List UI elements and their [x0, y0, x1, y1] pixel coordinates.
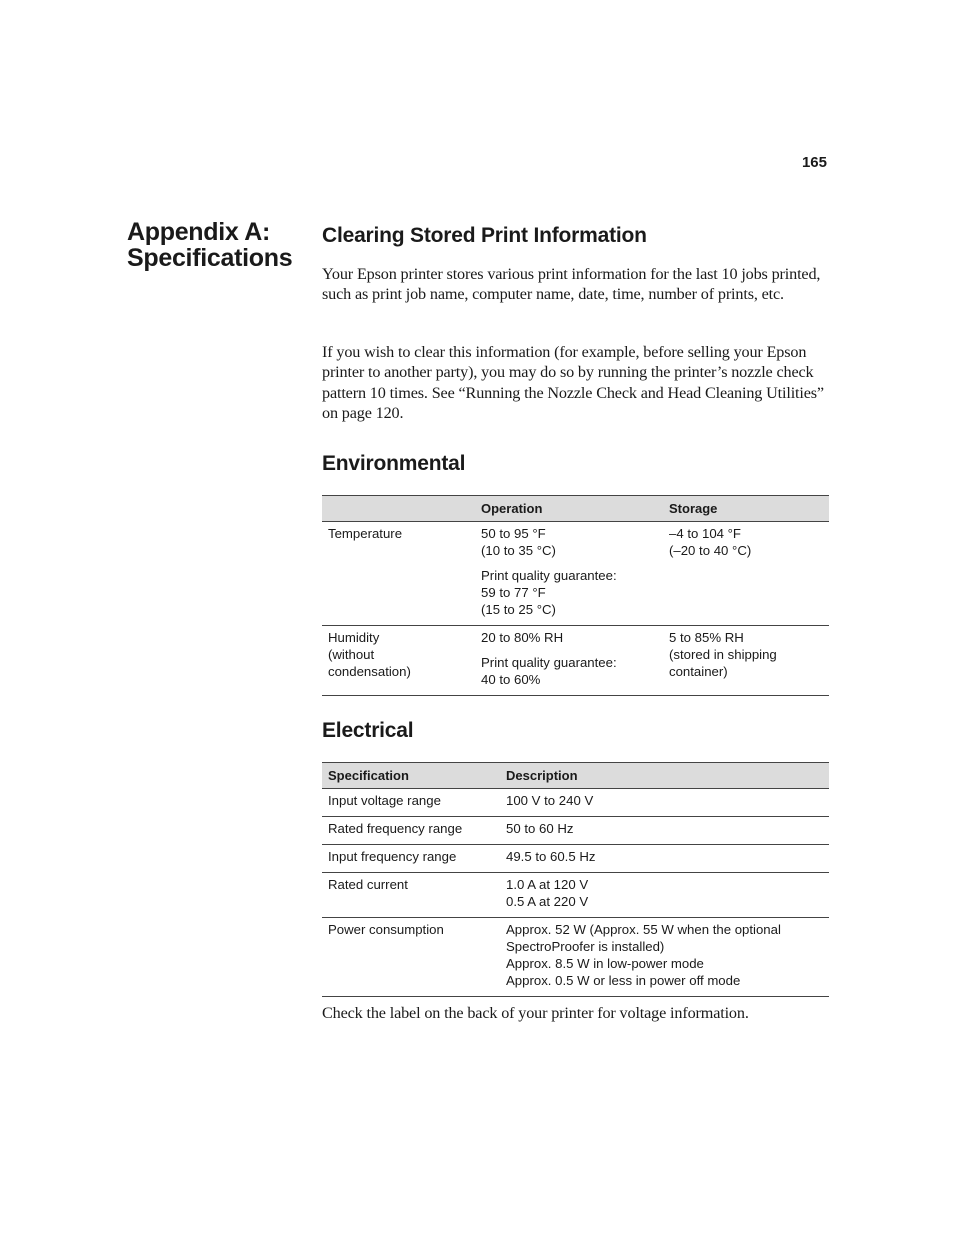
elec-row — [322, 817, 829, 845]
env-row-humidity — [322, 626, 829, 696]
elec-desc-cell — [500, 789, 829, 817]
env-row-label — [322, 626, 475, 696]
env-storage-line: (–20 to 40 °C) — [669, 543, 752, 558]
electrical-table — [322, 762, 829, 997]
elec-row — [322, 918, 829, 997]
clearing-paragraph-1: Your Epson printer stores various print information for the last 10 jobs printed, such as print job name, computer name, date, time, number of prints, etc. — [322, 265, 821, 304]
env-row-operation — [475, 522, 663, 626]
environmental-table — [322, 495, 829, 696]
elec-header-description: Description — [500, 763, 829, 789]
elec-desc-cell — [500, 918, 829, 997]
env-storage-line: 5 to 85% RH — [669, 630, 744, 645]
elec-row — [322, 845, 829, 873]
chapter-title-line-1: Appendix A: — [127, 218, 270, 246]
elec-spec-cell: Input voltage range — [322, 789, 500, 817]
elec-desc-line: 1.0 A at 120 V — [506, 877, 589, 892]
env-row-storage — [663, 522, 829, 626]
elec-row — [322, 789, 829, 817]
env-operation-extra-line: Print quality guarantee: — [481, 568, 617, 583]
elec-desc-line: SpectroProofer is installed) — [506, 939, 665, 954]
chapter-title-line-2: Specifications — [127, 244, 293, 272]
env-operation-extra-line: Print quality guarantee: — [481, 655, 617, 670]
elec-spec-cell: Rated current — [322, 873, 500, 918]
elec-desc-line: Approx. 8.5 W in low-power mode — [506, 956, 704, 971]
elec-desc-line: Approx. 52 W (Approx. 55 W when the optional — [506, 922, 781, 937]
env-operation-line: (10 to 35 °C) — [481, 543, 556, 558]
elec-desc-cell — [500, 873, 829, 918]
elec-header-specification: Specification — [322, 763, 500, 789]
electrical-heading: Electrical — [322, 719, 414, 742]
environmental-heading: Environmental — [322, 452, 466, 475]
env-header-blank — [322, 496, 475, 522]
env-label-line: condensation) — [328, 664, 411, 679]
env-header-operation: Operation — [475, 496, 663, 522]
electrical-header-row — [322, 763, 829, 789]
env-row-storage — [663, 626, 829, 696]
elec-spec-cell: Input frequency range — [322, 845, 500, 873]
elec-desc-line: 0.5 A at 220 V — [506, 894, 589, 909]
env-label-line: (without — [328, 647, 375, 662]
env-header-storage: Storage — [663, 496, 829, 522]
elec-desc-line: Approx. 0.5 W or less in power off mode — [506, 973, 741, 988]
env-operation-extra-line: (15 to 25 °C) — [481, 602, 556, 617]
env-operation-line: 20 to 80% RH — [481, 630, 564, 645]
env-storage-line: container) — [669, 664, 728, 679]
elec-desc-line: 49.5 to 60.5 Hz — [506, 849, 596, 864]
elec-desc-cell — [500, 817, 829, 845]
elec-spec-cell: Rated frequency range — [322, 817, 500, 845]
env-label-line: Temperature — [328, 526, 403, 541]
elec-desc-cell — [500, 845, 829, 873]
clearing-heading: Clearing Stored Print Information — [322, 224, 647, 247]
env-storage-line: (stored in shipping — [669, 647, 777, 662]
elec-row — [322, 873, 829, 918]
page-number: 165 — [801, 154, 827, 171]
voltage-note: Check the label on the back of your printer for voltage information. — [322, 1004, 749, 1022]
env-operation-extra-line: 59 to 77 °F — [481, 585, 546, 600]
env-row-temperature — [322, 522, 829, 626]
chapter-title — [127, 219, 317, 271]
clearing-paragraph-2: If you wish to clear this information (for example, before selling your Epson printer to another party), you may do so by running the printer’s nozzle check pattern 10 times. See “Running the Nozzle Check and Head Cleaning Utilities” on page 120. — [322, 343, 824, 422]
env-operation-extra-line: 40 to 60% — [481, 672, 541, 687]
environmental-header-row — [322, 496, 829, 522]
env-operation-line: 50 to 95 °F — [481, 526, 546, 541]
env-storage-line: –4 to 104 °F — [669, 526, 741, 541]
elec-spec-cell: Power consumption — [322, 918, 500, 997]
env-label-line: Humidity — [328, 630, 380, 645]
env-row-label — [322, 522, 475, 626]
elec-desc-line: 100 V to 240 V — [506, 793, 594, 808]
elec-desc-line: 50 to 60 Hz — [506, 821, 574, 836]
env-row-operation — [475, 626, 663, 696]
